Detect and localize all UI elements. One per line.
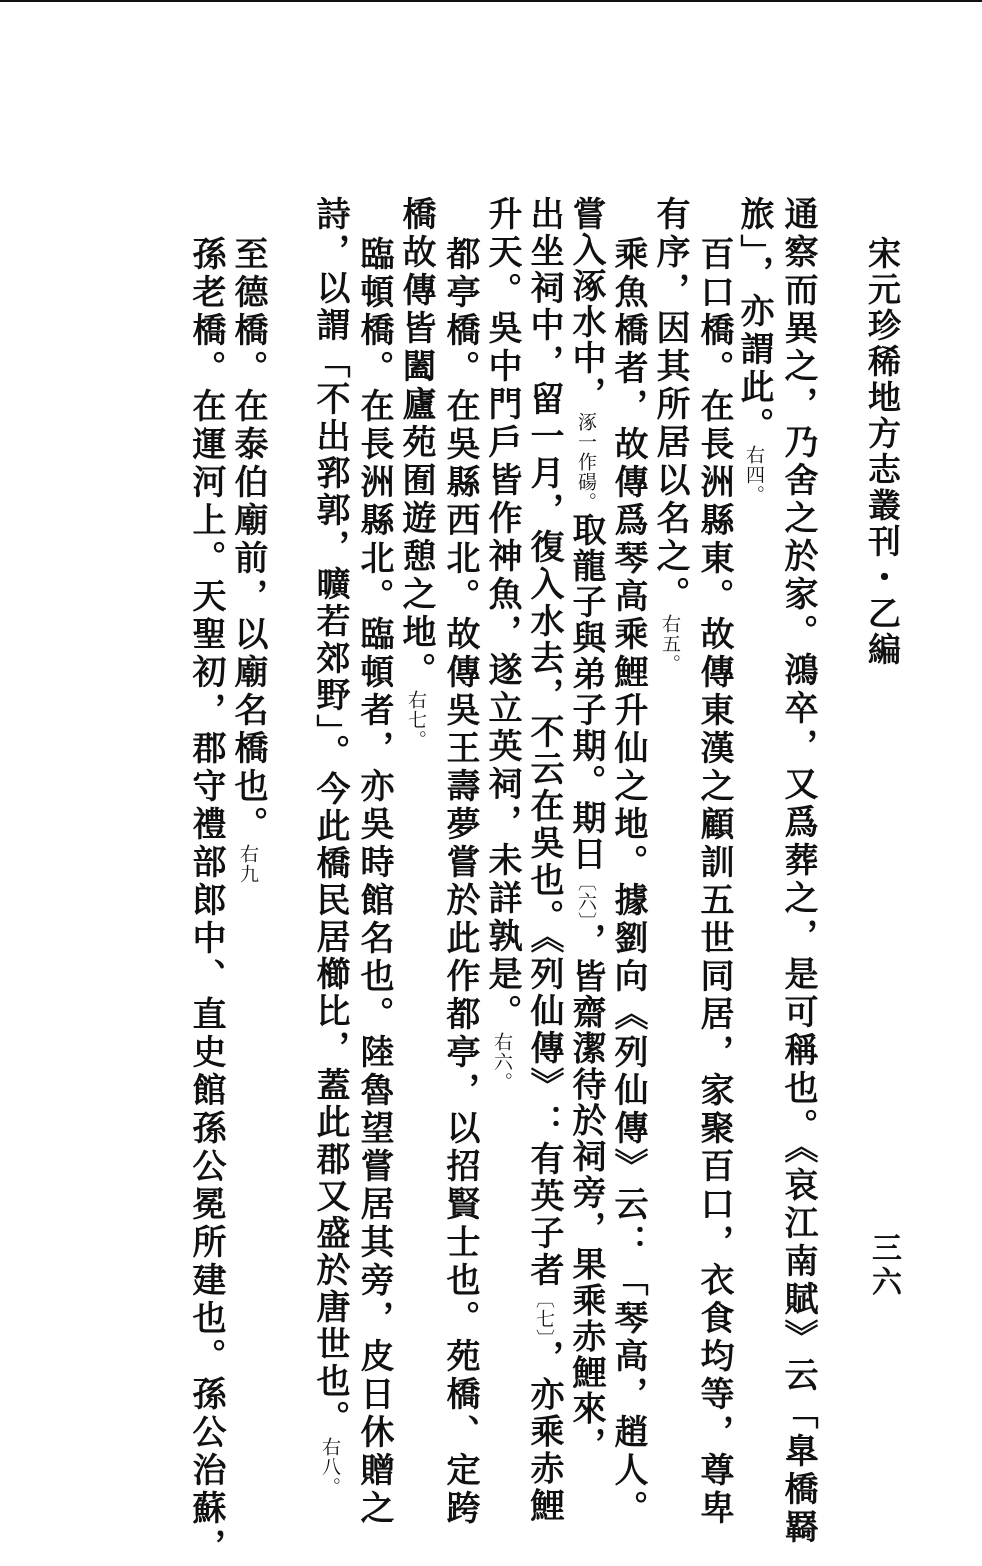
text-run: 有序，因其所居以名之。 <box>650 196 690 614</box>
text-run: 通察而異之，乃舍之於家。鴻卒，又爲葬之，是可稱也。《哀江南賦》云「臯橋羇 <box>778 196 818 1547</box>
text-column <box>310 196 350 1497</box>
text-run: ，皆齋潔待於祠旁，果乘赤鯉來， <box>566 922 606 1463</box>
text-run: 詩，以謂「不出郛郭，曠若郊野」。今此橋民居櫛比，蓋此郡又盛於唐世也。 <box>310 196 350 1437</box>
page-number: 三六 <box>866 1232 901 1300</box>
text-column <box>608 236 648 1528</box>
text-column <box>778 196 818 1547</box>
text-column <box>440 236 480 1528</box>
text-run: 取龍子與弟子期。期日 <box>566 512 606 872</box>
section-note: 右七。 <box>405 690 427 750</box>
section-note: 右五。 <box>659 614 681 674</box>
text-run: 臨頓橋。在長洲縣北。臨頓者，亦吳時館名也。陸魯望嘗居其旁，皮日休贈之 <box>354 236 394 1528</box>
inline-note: 涿一作碭。 <box>575 412 597 512</box>
text-run: 旅」，亦謂此。 <box>734 196 774 445</box>
text-column <box>396 196 436 750</box>
text-column <box>482 196 522 1092</box>
text-column <box>354 236 394 1528</box>
text-run: 出坐祠中，留一月，復入水去，不云在吳也。《列仙傳》：有英子者 <box>524 196 564 1289</box>
text-run: 嘗入涿水中， <box>566 196 606 412</box>
text-run: 都亭橋。在吳縣西北。故傳吳王壽夢嘗於此作都亭，以招賢士也。苑橋、定跨 <box>440 236 480 1528</box>
text-run: 百口橋。在長洲縣東。故傳東漢之顧訓五世同居，家聚百口，衣食均等，尊卑 <box>694 236 734 1528</box>
text-run: 孫老橋。在運河上。天聖初，郡守禮部郎中、直史館孫公冕所建也。孫公治蘇， <box>186 236 226 1566</box>
text-run: ，亦乘赤鯉 <box>524 1339 564 1525</box>
text-column <box>566 196 606 1463</box>
section-note: 右八。 <box>319 1437 341 1497</box>
text-run: 橋故傳皆闔廬苑囿遊憩之地。 <box>396 196 436 690</box>
section-note: 右六。 <box>491 1032 513 1092</box>
text-column <box>228 236 268 884</box>
footnote-marker: 〔六〕 <box>575 872 597 923</box>
text-column <box>650 196 690 674</box>
text-column <box>694 236 734 1528</box>
text-run: 至德橋。在泰伯廟前，以廟名橋也。 <box>228 236 268 844</box>
top-rule <box>0 0 982 2</box>
text-run: 升天。吳中門戶皆作神魚，遂立英祠，未詳孰是。 <box>482 196 522 1032</box>
text-column <box>186 236 226 1566</box>
section-note: 右九 <box>237 844 259 884</box>
text-column <box>524 196 564 1525</box>
section-note: 右四。 <box>743 445 765 505</box>
running-title: 宋元珍稀地方志叢刊・乙編 <box>863 236 902 668</box>
footnote-marker: 〔七〕 <box>533 1289 555 1340</box>
text-column <box>734 196 774 505</box>
text-run: 乘魚橋者，故傳爲琴高乘鯉升仙之地。據劉向《列仙傳》云：「琴高，趙人。 <box>608 236 648 1528</box>
